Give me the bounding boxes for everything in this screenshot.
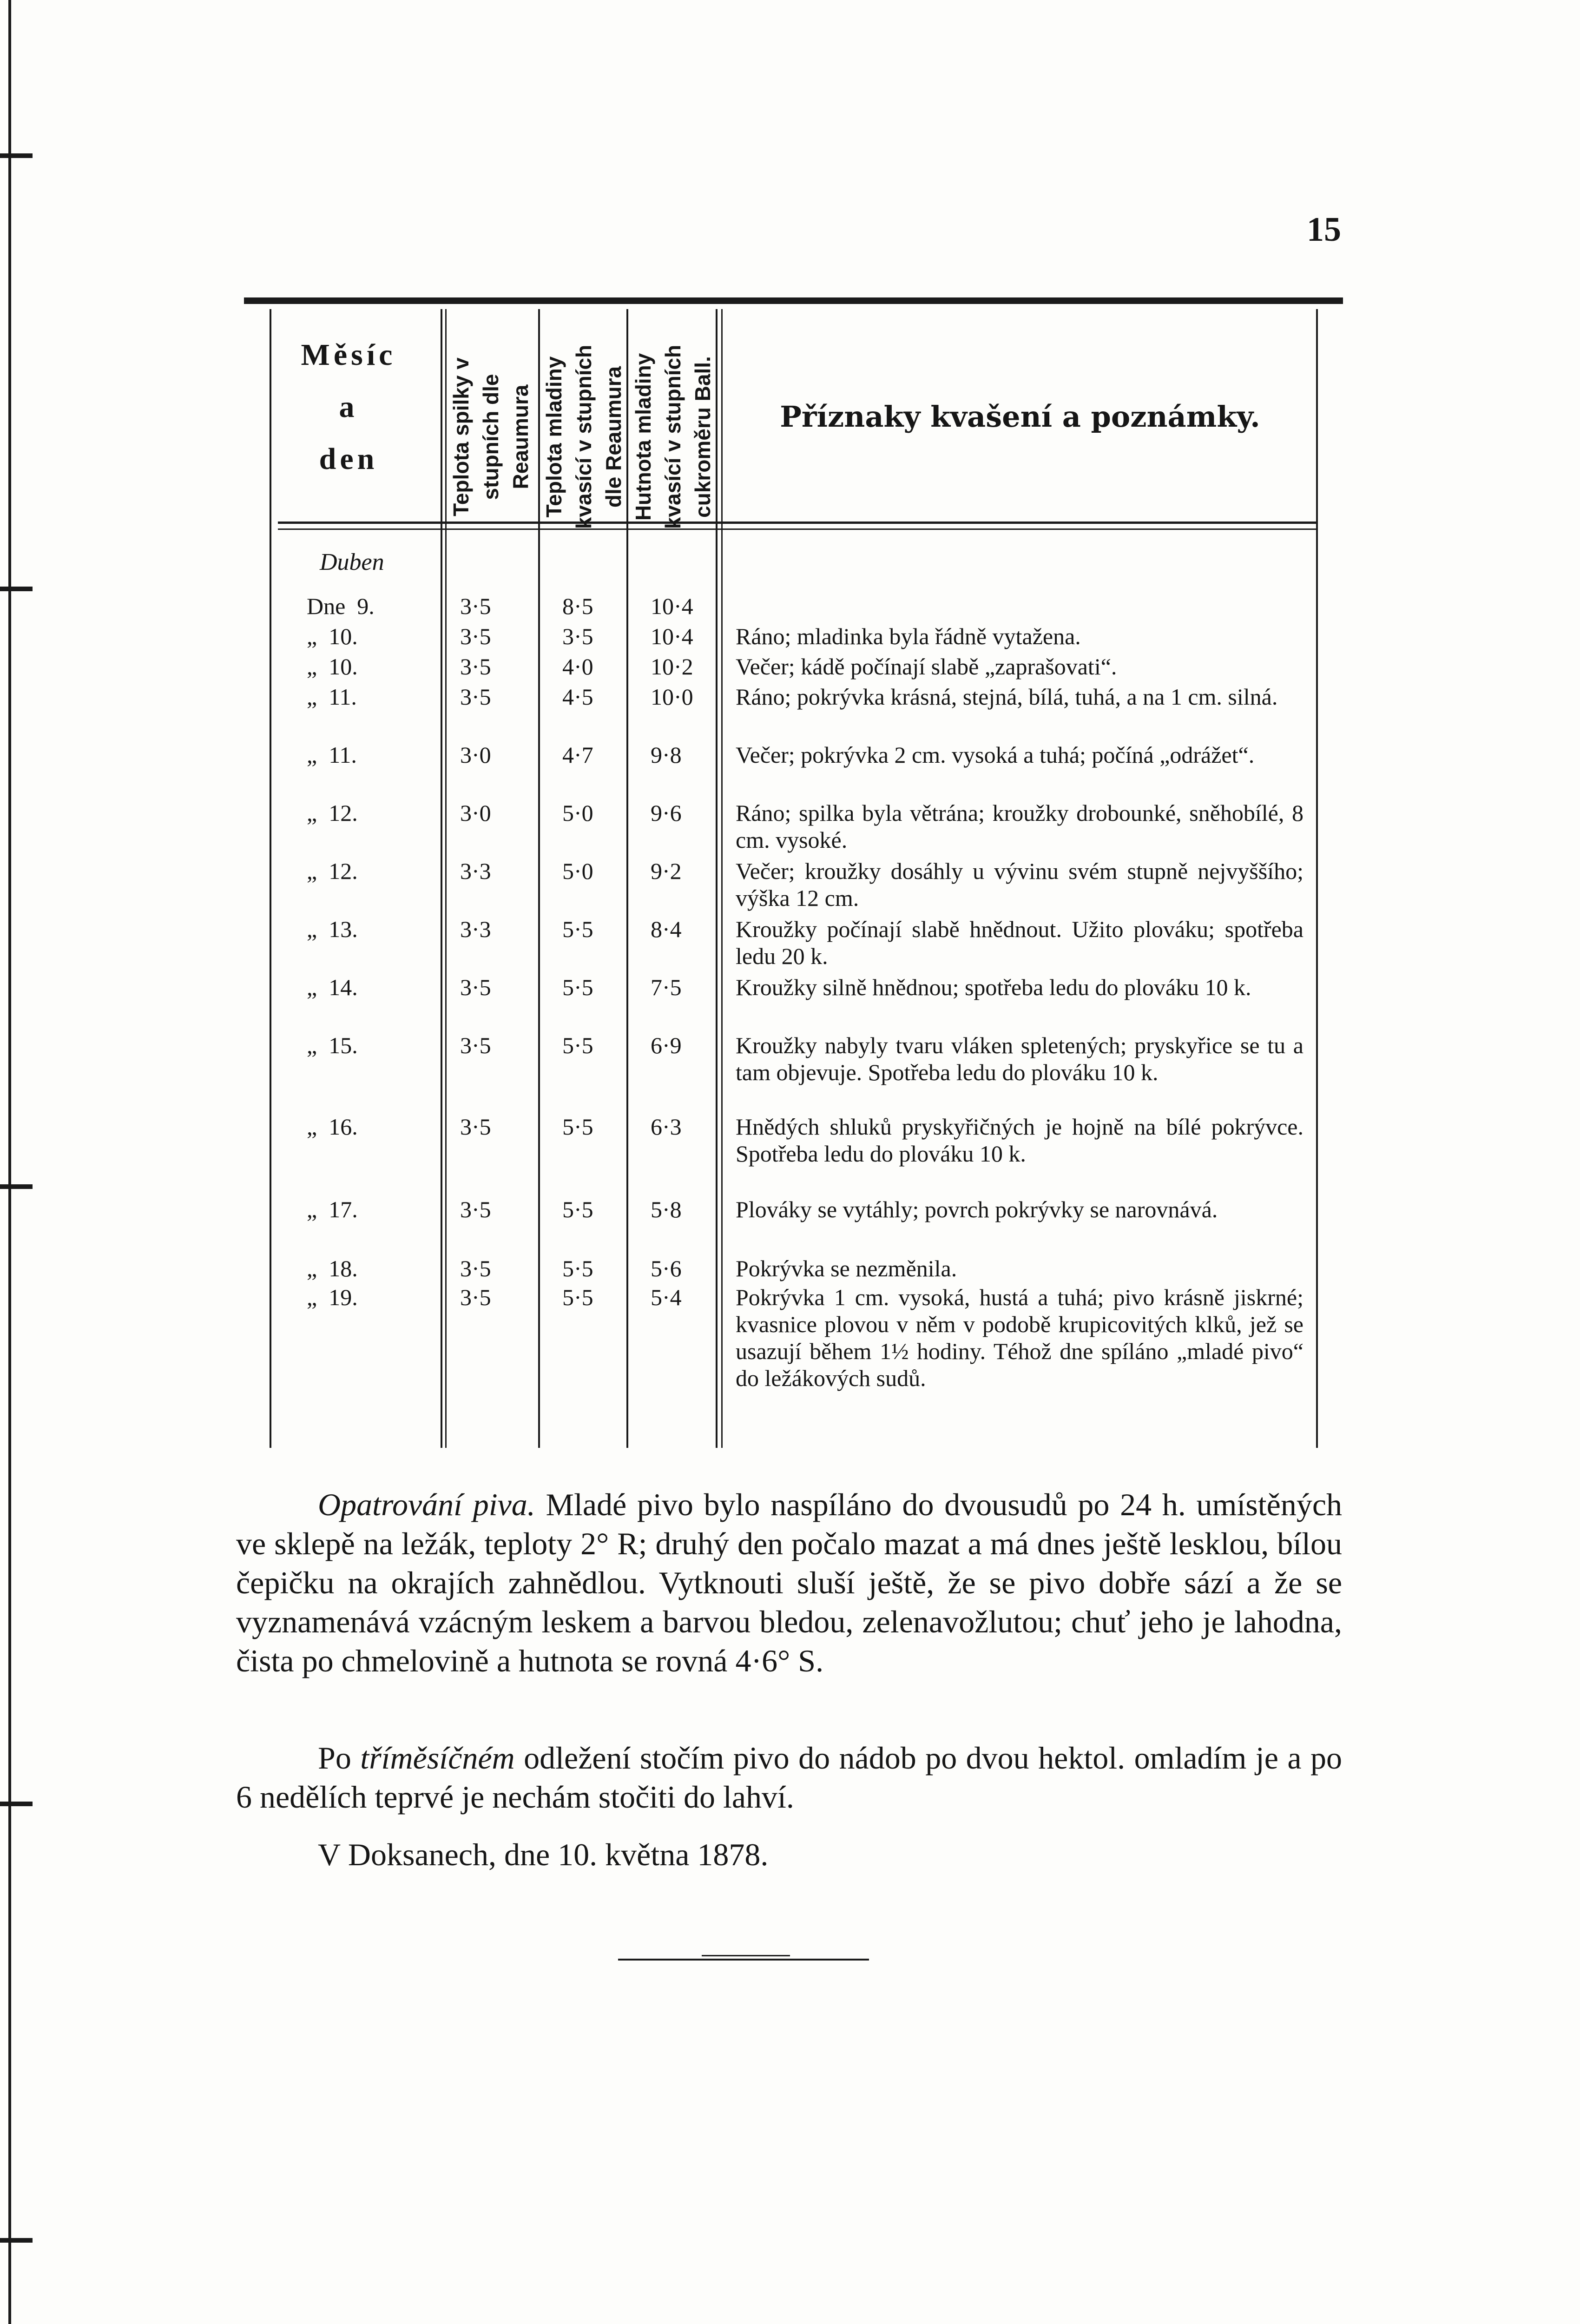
row-wort-temp: 3·5	[460, 593, 491, 619]
paragraph-text: Po	[318, 1740, 361, 1776]
row-wort-temp: 3·5	[460, 684, 491, 710]
row-date: „ 10.	[307, 654, 358, 680]
row-beer-temp: 3·5	[562, 623, 593, 649]
row-date: „ 13.	[307, 916, 358, 942]
paragraph-bottling	[236, 1738, 1342, 1816]
paragraph-signature	[236, 1835, 1342, 1874]
row-beer-temp: 5·0	[562, 800, 593, 826]
header-density: Hutnota mladiny kvasící v stupních cukroměru Ball.	[631, 344, 715, 529]
row-beer-temp: 4·7	[562, 742, 593, 768]
row-note: Kroužky silně hnědnou; spotřeba ledu do plováku 10 k.	[736, 974, 1251, 1000]
paragraph-text: Mladé pivo bylo naspíláno do dvousudů po 24 h. umístěných ve sklepě na ležák, teploty 2° R; druhý den počalo mazat a má dnes ještě lesklou, bílou čepičku na okrajích zahnědlou. Vytknouti sluší ještě, že se pivo dobře sází a že se vyznamenává vzácným leskem a barvou bledou, zelenavožlutou; chuť jeho je lahodna, čista po chmelovině a hutnota se rovná 4·6° S.	[236, 1487, 1342, 1678]
month-label: Duben	[320, 549, 384, 575]
row-note: Večer; pokrývka 2 cm. vysoká a tuhá; počíná „odrážet“.	[736, 742, 1255, 768]
row-note: Ráno; pokrývka krásná, stejná, bílá, tuhá, a na 1 cm. silná.	[736, 684, 1278, 710]
row-date: „ 16.	[307, 1114, 358, 1140]
row-density: 10·4	[651, 593, 693, 619]
row-date: „ 15.	[307, 1032, 358, 1058]
header-month-day: Měsíc a den	[301, 338, 396, 476]
row-density: 5·6	[651, 1255, 682, 1281]
row-note: Ráno; mladinka byla řádně vytažena.	[736, 623, 1081, 649]
paragraph-beer-storage	[236, 1485, 1342, 1680]
row-beer-temp: 5·5	[562, 1114, 593, 1140]
scan-edge-mark	[0, 587, 33, 591]
scan-edge	[8, 0, 11, 2324]
header-wort-temperature: Teplota spilky v stupních dle Reaumura	[449, 357, 533, 516]
row-beer-temp: 4·5	[562, 684, 593, 710]
scan-edge-mark	[0, 1802, 33, 1806]
row-density: 10·0	[651, 684, 693, 710]
row-wort-temp: 3·0	[460, 742, 491, 768]
row-wort-temp: 3·0	[460, 800, 491, 826]
row-date: „ 19.	[307, 1284, 358, 1310]
row-note: Kroužky nabyly tvaru vláken spletených; pryskyřice se tu a tam objevuje. Spotřeba ledu do plováku 10 k.	[736, 1032, 1304, 1085]
header-bottom-rule	[278, 522, 1317, 524]
row-density: 9·8	[651, 742, 682, 768]
row-beer-temp: 5·5	[562, 974, 593, 1000]
column-divider	[441, 309, 442, 1448]
row-date: „ 17.	[307, 1196, 358, 1222]
row-note: Plováky se vytáhly; povrch pokrývky se narovnává.	[736, 1196, 1218, 1222]
row-wort-temp: 3·3	[460, 858, 491, 884]
header-bottom-rule-thin	[278, 528, 1317, 530]
row-date: „ 10.	[307, 623, 358, 649]
row-date: „ 12.	[307, 800, 358, 826]
row-beer-temp: 5·5	[562, 1032, 593, 1058]
row-note: Pokrývka 1 cm. vysoká, hustá a tuhá; pivo krásně jiskrné; kvasnice plovou v něm v podobě krupicovitých klků, jež se usazují během 1½ hodiny. Téhož dne spíláno „mladé pivo“ do ležákových sudů.	[736, 1284, 1304, 1391]
row-beer-temp: 5·5	[562, 1196, 593, 1222]
scan-edge-mark	[0, 153, 33, 158]
row-beer-temp: 8·5	[562, 593, 593, 619]
row-density: 7·5	[651, 974, 682, 1000]
header-young-beer-temperature: Teplota mladiny kvasící v stupních dle Reaumura	[542, 344, 625, 529]
row-density: 5·4	[651, 1284, 682, 1310]
row-note: Kroužky počínají slabě hnědnout. Užito plováku; spotřeba ledu 20 k.	[736, 916, 1304, 969]
row-date: „ 12.	[307, 858, 358, 884]
header-fermentation-signs: Příznaky kvašení a poznámky.	[780, 400, 1260, 434]
row-density: 9·2	[651, 858, 682, 884]
row-note: Pokrývka se nezměnila.	[736, 1255, 957, 1281]
row-wort-temp: 3·5	[460, 1255, 491, 1281]
row-wort-temp: 3·5	[460, 974, 491, 1000]
scan-edge-mark	[0, 1184, 33, 1189]
row-beer-temp: 5·5	[562, 1255, 593, 1281]
table-top-rule	[244, 297, 1343, 304]
row-wort-temp: 3·5	[460, 1284, 491, 1310]
table-right-border	[1316, 309, 1318, 1448]
row-beer-temp: 5·5	[562, 916, 593, 942]
row-date: „ 11.	[307, 742, 357, 768]
row-note: Hnědých shluků pryskyřičných je hojně na bílé pokrývce. Spotřeba ledu do plováku 10 k.	[736, 1114, 1304, 1167]
row-date: „ 14.	[307, 974, 358, 1000]
row-density: 8·4	[651, 916, 682, 942]
paragraph-text: odležení stočím pivo do nádob po dvou hektol. omladím je a po 6 nedělích teprvé je nechám stočiti do lahví.	[236, 1740, 1342, 1815]
row-wort-temp: 3·3	[460, 916, 491, 942]
place-date: V Doksanech, dne 10. května 1878.	[318, 1837, 769, 1872]
row-density: 6·3	[651, 1114, 682, 1140]
row-beer-temp: 5·0	[562, 858, 593, 884]
row-beer-temp: 4·0	[562, 654, 593, 680]
row-wort-temp: 3·5	[460, 1196, 491, 1222]
row-density: 5·8	[651, 1196, 682, 1222]
row-note: Večer; kádě počínají slabě „zaprašovati“.	[736, 654, 1117, 680]
row-date: „ 18.	[307, 1255, 358, 1281]
end-rule-accent	[702, 1955, 790, 1956]
scan-edge-mark	[0, 2238, 33, 2243]
row-density: 9·6	[651, 800, 682, 826]
row-date: Dne 9.	[307, 593, 375, 619]
end-rule	[618, 1959, 869, 1961]
row-density: 6·9	[651, 1032, 682, 1058]
row-wort-temp: 3·5	[460, 1032, 491, 1058]
row-note: Večer; kroužky dosáhly u vývinu svém stupně nejvyššího; výška 12 cm.	[736, 858, 1304, 911]
page-number: 15	[1307, 211, 1341, 249]
row-date: „ 11.	[307, 684, 357, 710]
paragraph-emphasis: tříměsíčném	[360, 1740, 515, 1776]
row-beer-temp: 5·5	[562, 1284, 593, 1310]
row-wort-temp: 3·5	[460, 654, 491, 680]
row-density: 10·4	[651, 623, 693, 649]
row-note: Ráno; spilka byla větrána; kroužky drobounké, sněhobílé, 8 cm. vysoké.	[736, 800, 1304, 853]
row-density: 10·2	[651, 654, 693, 680]
row-wort-temp: 3·5	[460, 623, 491, 649]
row-wort-temp: 3·5	[460, 1114, 491, 1140]
paragraph-heading: Opatrování piva.	[318, 1487, 535, 1522]
